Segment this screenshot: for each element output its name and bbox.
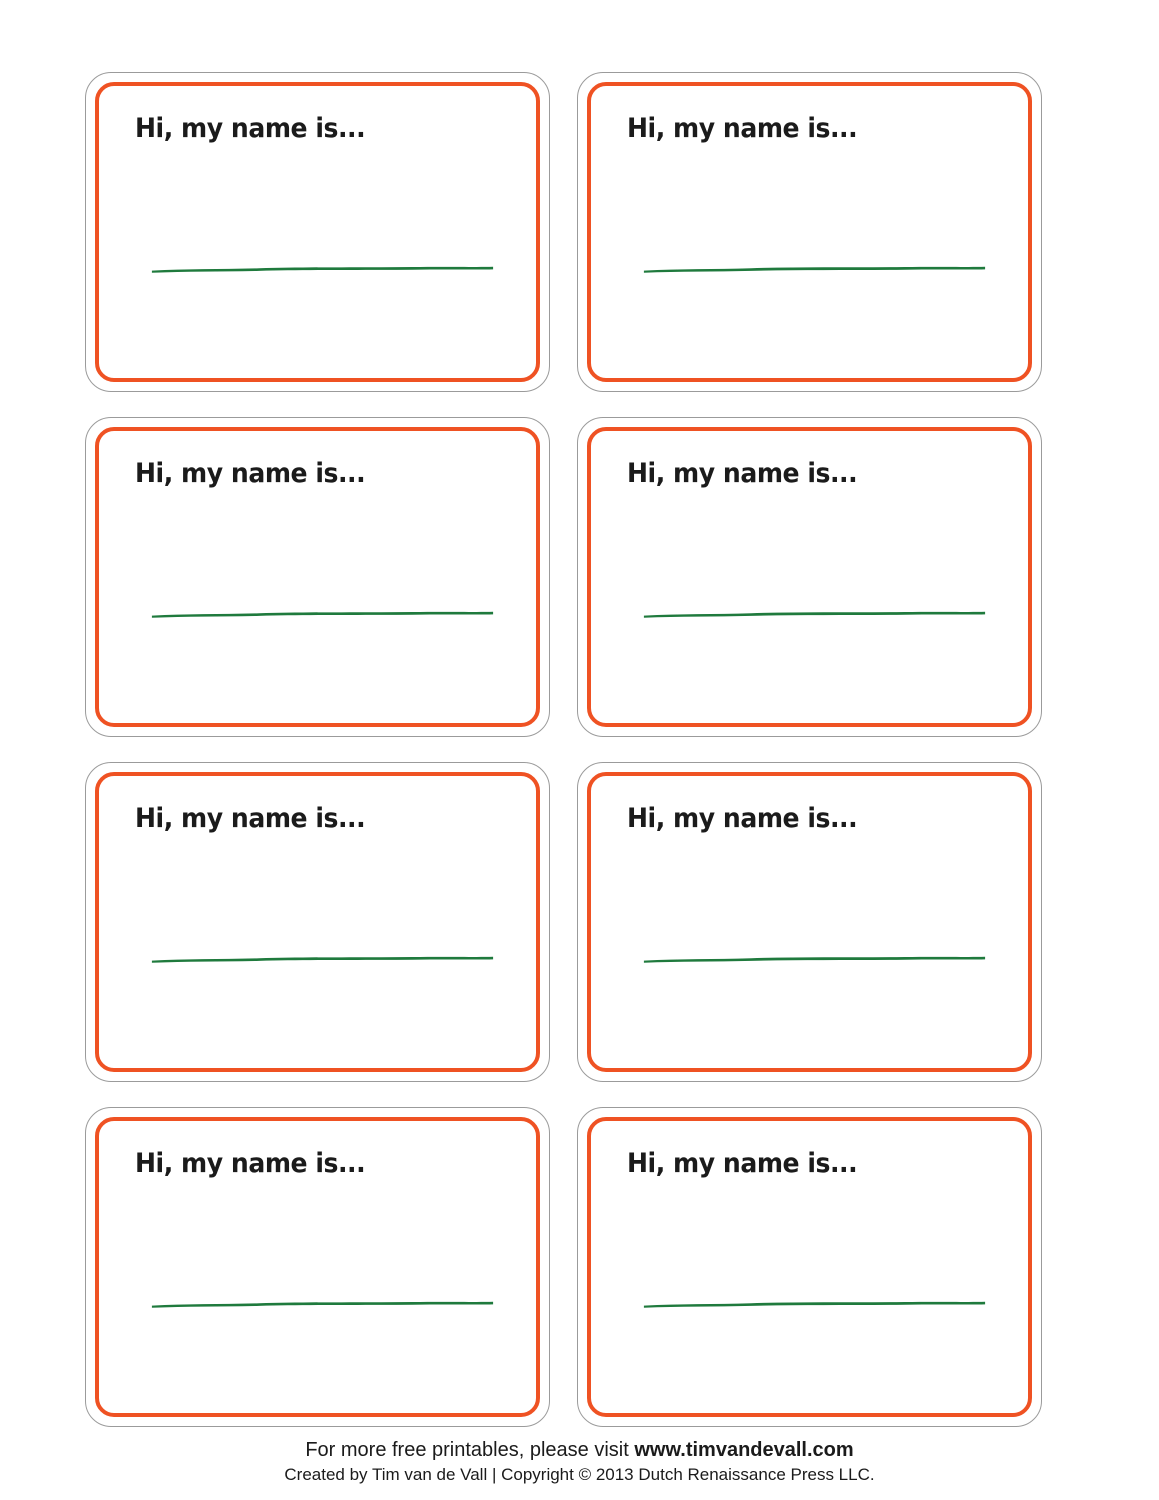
name-tag-cell bbox=[577, 417, 1069, 762]
name-tag-inner-border bbox=[587, 82, 1032, 382]
page-footer bbox=[0, 1437, 1159, 1486]
name-tag-label: Hi, my name is... bbox=[627, 458, 858, 489]
name-tag-label: Hi, my name is... bbox=[627, 113, 858, 144]
name-tag-cell bbox=[85, 1107, 577, 1452]
name-tag-label: Hi, my name is... bbox=[135, 803, 366, 834]
name-tag[interactable] bbox=[85, 762, 550, 1082]
name-write-line bbox=[151, 954, 494, 964]
name-write-line bbox=[643, 264, 986, 274]
name-tag-inner-border bbox=[95, 1117, 540, 1417]
name-tag[interactable] bbox=[577, 1107, 1042, 1427]
name-tag-inner-border bbox=[95, 772, 540, 1072]
name-write-line bbox=[643, 1299, 986, 1309]
name-write-line bbox=[643, 954, 986, 964]
name-tag-label: Hi, my name is... bbox=[135, 1148, 366, 1179]
name-tag-cell bbox=[85, 72, 577, 417]
name-write-line bbox=[151, 1299, 494, 1309]
name-tag-inner-border bbox=[95, 82, 540, 382]
name-tag-cell bbox=[85, 417, 577, 762]
name-tag-grid bbox=[85, 72, 1070, 1452]
footer-website-link[interactable]: www.timvandevall.com bbox=[634, 1439, 854, 1461]
name-tag[interactable] bbox=[577, 417, 1042, 737]
name-tag-inner-border bbox=[587, 772, 1032, 1072]
name-tag[interactable] bbox=[577, 762, 1042, 1082]
name-tag[interactable] bbox=[577, 72, 1042, 392]
name-tag-label: Hi, my name is... bbox=[135, 113, 366, 144]
name-tag-inner-border bbox=[587, 1117, 1032, 1417]
name-tag-cell bbox=[577, 1107, 1069, 1452]
name-write-line bbox=[643, 609, 986, 619]
name-tag-inner-border bbox=[95, 427, 540, 727]
name-write-line bbox=[151, 264, 494, 274]
name-tag-label: Hi, my name is... bbox=[627, 803, 858, 834]
name-tag-cell bbox=[577, 762, 1069, 1107]
name-write-line bbox=[151, 609, 494, 619]
name-tag[interactable] bbox=[85, 417, 550, 737]
name-tag-label: Hi, my name is... bbox=[627, 1148, 858, 1179]
name-tag-label: Hi, my name is... bbox=[135, 458, 366, 489]
footer-copyright: Created by Tim van de Vall | Copyright © 2013 Dutch Renaissance Press LLC. bbox=[284, 1465, 875, 1484]
name-tag[interactable] bbox=[85, 1107, 550, 1427]
footer-visit-text: For more free printables, please visit bbox=[305, 1439, 635, 1461]
name-tag-inner-border bbox=[587, 427, 1032, 727]
name-tag-cell bbox=[85, 762, 577, 1107]
footer-visit-line bbox=[0, 1437, 1159, 1463]
name-tag-cell bbox=[577, 72, 1069, 417]
name-tag[interactable] bbox=[85, 72, 550, 392]
